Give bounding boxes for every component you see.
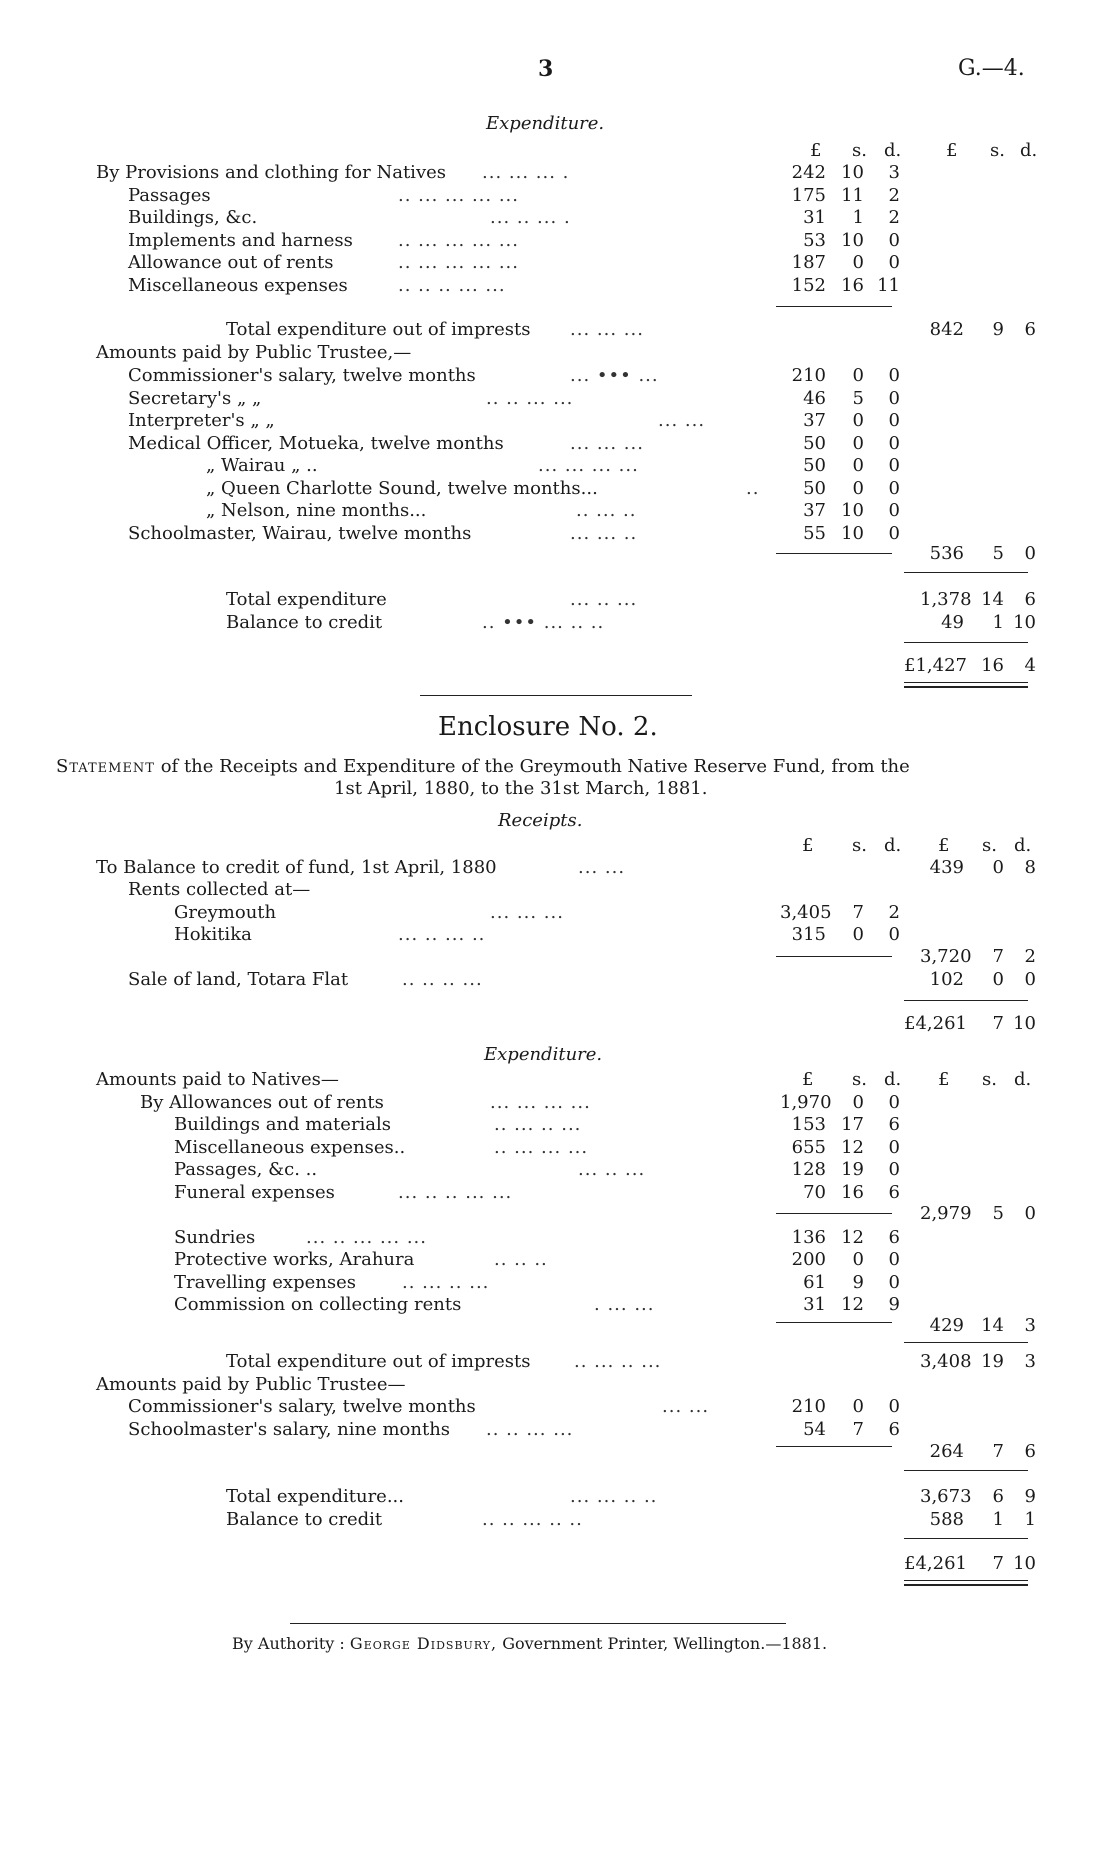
col-shillings-total: s. [990,140,1005,161]
amount-shillings: 7 [852,1419,864,1440]
amount-shillings: 0 [852,1249,864,1270]
leader-dots: ... ••• ... [570,365,659,386]
amount-pence: 10 [1013,1013,1036,1034]
amount-shillings: 16 [841,275,864,296]
leader-dots: ... ... [662,1396,710,1417]
balance-row [0,1508,1114,1532]
natives-heading-row [0,1068,1114,1092]
amount-pence: 6 [888,1227,900,1248]
leader-dots: ... .. ... [578,1159,646,1180]
amount-shillings: 1 [852,207,864,228]
item-label: Balance to credit [226,1509,383,1530]
total-imprests-row [0,318,1114,342]
amount-pence: 6 [1024,319,1036,340]
amount-pence: 1 [1024,1509,1036,1530]
amount-shillings: 0 [852,478,864,499]
amount-shillings: 10 [841,162,864,183]
amount-pounds: 152 [791,275,826,296]
amount-pounds: 655 [791,1137,826,1158]
leader-dots: .. .. .. ... ... [398,275,506,296]
item-label: Interpreter's „ „ [128,410,275,431]
total-rule [904,642,1028,643]
amount-pounds: £4,261 [904,1013,967,1034]
grand-total-row [0,654,1114,678]
amount-pounds: 31 [803,207,826,228]
amount-pounds: 187 [791,252,826,273]
leader-dots: .. ... ... ... ... [398,185,519,206]
leader-dots: .. .. ... ... [486,1419,574,1440]
item-label: Commissioner's salary, twelve months [128,1396,476,1417]
amount-shillings: 9 [992,319,1004,340]
amount-pounds: 315 [791,924,826,945]
leader-dots: ... .. .. ... ... [398,1182,513,1203]
amount-pence: 2 [888,207,900,228]
amount-shillings: 14 [981,1315,1004,1336]
amount-pence: 0 [888,410,900,431]
list-item [0,1395,1114,1419]
col-pence: d. [884,140,902,161]
amount-pounds: 1,378 [920,589,972,610]
leader-dots: .. ... .. ... [574,1351,662,1372]
amount-shillings: 0 [852,252,864,273]
list-item [0,1136,1114,1160]
item-label: Greymouth [174,902,277,923]
leader-dots: .. ... ... ... ... [398,230,519,251]
amount-pence: 6 [888,1114,900,1135]
list-item [0,184,1114,208]
list-item [0,1158,1114,1182]
col-pounds: £ [802,835,814,856]
list-item [0,499,1114,523]
amount-pence: 6 [888,1182,900,1203]
col-pounds-total: £ [946,140,958,161]
amount-pence: 4 [1024,655,1036,676]
col-shillings-total: s. [982,1069,997,1090]
item-label: Schoolmaster's salary, nine months [128,1419,451,1440]
item-label: Schoolmaster, Wairau, twelve months [128,523,472,544]
total-rule [904,1470,1028,1471]
amount-shillings: 14 [981,589,1004,610]
rents-heading [0,878,1114,902]
amount-pounds: 200 [791,1249,826,1270]
leader-dots: .. ... .. ... [494,1114,582,1135]
item-label: Sale of land, Totara Flat [128,969,349,990]
col-pounds-total: £ [938,1069,950,1090]
item-label: „ Queen Charlotte Sound, twelve months... [206,478,598,499]
amount-pounds: 37 [803,500,826,521]
amount-pounds: 31 [803,1294,826,1315]
leader-dots: ... .. ... [570,589,638,610]
trustee-total-row [0,1440,1114,1464]
col-pounds-total: £ [938,835,950,856]
amount-shillings: 0 [992,857,1004,878]
amount-shillings: 11 [841,185,864,206]
statement-line-2: 1st April, 1880, to the 31st March, 1881. [334,778,708,799]
col-pence-total: d. [1014,1069,1032,1090]
amount-pounds: 3,673 [920,1486,972,1507]
amount-pence: 0 [888,365,900,386]
amount-pounds: 49 [941,612,964,633]
amount-pounds: 37 [803,410,826,431]
amount-pounds: 3,720 [920,946,972,967]
leader-dots: ... .. ... . [490,207,571,228]
item-label: Miscellaneous expenses [128,275,348,296]
item-label: Hokitika [174,924,252,945]
amount-pounds: 3,408 [920,1351,972,1372]
amount-pence: 0 [888,252,900,273]
leader-dots: .. ... .. [576,500,637,521]
item-label: Buildings and materials [174,1114,392,1135]
item-label: Total expenditure [226,589,387,610]
document-reference: G.—4. [958,56,1025,81]
amount-pounds: 2,979 [920,1203,972,1224]
item-label: Balance to credit [226,612,383,633]
amount-pence: 2 [888,902,900,923]
amount-shillings: 7 [852,902,864,923]
amount-pence: 2 [1024,946,1036,967]
amount-shillings: 12 [841,1227,864,1248]
total-expenditure-row [0,1485,1114,1509]
item-label: Total expenditure out of imprests [226,1351,531,1372]
amount-shillings: 0 [852,433,864,454]
section-heading: Rents collected at— [128,879,311,900]
list-item [0,387,1114,411]
section-heading: Amounts paid to Natives— [96,1069,339,1090]
amount-pounds: 128 [791,1159,826,1180]
col-pence-total: d. [1014,835,1032,856]
leader-dots: .. .. ... .. .. [482,1509,583,1530]
amount-shillings: 6 [992,1486,1004,1507]
amount-pounds: 175 [791,185,826,206]
amount-pounds: £1,427 [904,655,967,676]
item-label: Total expenditure... [226,1486,404,1507]
item-label: Commission on collecting rents [174,1294,462,1315]
list-item [0,1226,1114,1250]
amount-pounds: 70 [803,1182,826,1203]
list-item [0,1271,1114,1295]
amount-pounds: 50 [803,433,826,454]
item-label: Medical Officer, Motueka, twelve months [128,433,504,454]
balance-forward-row [0,856,1114,880]
subtotal-rule [776,306,892,307]
total-imprests-row [0,1350,1114,1374]
item-label: Secretary's „ „ [128,388,262,409]
amount-pence: 0 [888,478,900,499]
amount-shillings: 5 [852,388,864,409]
page-number: 3 [538,56,554,82]
printer-name: George Didsbury, [349,1634,498,1653]
col-shillings: s. [852,140,867,161]
leader-dots: .. ... ... ... ... [398,252,519,273]
amount-pounds: 1,970 [780,1092,832,1113]
imprint-prefix: By Authority : [232,1634,345,1653]
amount-shillings: 5 [992,1203,1004,1224]
amount-pence: 0 [888,1272,900,1293]
amount-pence: 0 [888,523,900,544]
col-pounds: £ [802,1069,814,1090]
amount-shillings: 7 [992,1013,1004,1034]
amount-pounds: 55 [803,523,826,544]
amount-shillings: 16 [841,1182,864,1203]
leader-dots: ... ... ... ... [538,455,639,476]
col-shillings-total: s. [982,835,997,856]
list-item [0,454,1114,478]
leader-dots: .. .. .. ... [402,969,483,990]
amount-shillings: 0 [852,1092,864,1113]
amount-pounds: 264 [929,1441,964,1462]
expenditure-title-2: Expenditure. [484,1044,603,1065]
item-label: Allowance out of rents [128,252,334,273]
amount-pounds: 50 [803,478,826,499]
leader-dots: ... ... ... . [482,162,570,183]
total-rule [904,1000,1028,1001]
trustee-heading-row [0,1373,1114,1397]
item-label: Implements and harness [128,230,353,251]
leader-dots: ... .. ... .. [398,924,486,945]
amount-pence: 6 [888,1419,900,1440]
balance-row [0,611,1114,635]
amount-shillings: 0 [852,455,864,476]
statement-prefix: Statement [56,756,155,777]
amount-pence: 0 [888,500,900,521]
item-label: Buildings, &c. [128,207,258,228]
amount-pence: 9 [1024,1486,1036,1507]
item-label: Passages [128,185,211,206]
col-shillings: s. [852,1069,867,1090]
total-rule [904,572,1028,573]
amount-shillings: 9 [852,1272,864,1293]
amount-pence: 0 [888,1396,900,1417]
list-item [0,274,1114,298]
natives-total-row [0,1202,1114,1226]
item-label: To Balance to credit of fund, 1st April, 1880 [96,857,497,878]
amount-shillings: 0 [852,365,864,386]
list-item [0,477,1114,501]
item-label: Travelling expenses [174,1272,356,1293]
amount-pounds: 588 [929,1509,964,1530]
amount-pence: 0 [1024,1203,1036,1224]
item-label: „ Nelson, nine months... [206,500,427,521]
col-pence-total: d. [1020,140,1038,161]
amount-shillings: 0 [852,410,864,431]
item-label: Commissioner's salary, twelve months [128,365,476,386]
leader-dots: ... ... ... [570,433,644,454]
amount-shillings: 16 [981,655,1004,676]
amount-pence: 6 [1024,1441,1036,1462]
amount-pence: 3 [1024,1351,1036,1372]
amount-shillings: 12 [841,1294,864,1315]
item-label: Passages, &c. .. [174,1159,318,1180]
statement-text: of the Receipts and Expenditure of the Greymouth Native Reserve Fund, from the [160,756,910,777]
col-pounds: £ [810,140,822,161]
leader-dots: ... ... ... ... [490,1092,591,1113]
receipts-title: Receipts. [498,810,583,831]
section-heading: Amounts paid by Public Trustee— [96,1374,406,1395]
leader-dots: .. ... ... ... [494,1137,589,1158]
amount-pence: 0 [888,433,900,454]
amount-shillings: 7 [992,1441,1004,1462]
amount-shillings: 5 [992,543,1004,564]
amount-pence: 0 [888,1092,900,1113]
list-item [0,229,1114,253]
amount-shillings: 10 [841,523,864,544]
list-item [0,1113,1114,1137]
list-item [0,1248,1114,1272]
leader-dots: .. ••• ... .. .. [482,612,605,633]
sundries-total-row [0,1314,1114,1338]
leader-dots: ... .. ... ... ... [306,1227,427,1248]
total-rule [904,1342,1028,1343]
leader-dots: ... ... [578,857,626,878]
enclosure-title: Enclosure No. 2. [438,712,658,742]
list-item [0,432,1114,456]
amount-pence: 0 [888,230,900,251]
printer-imprint [232,1634,827,1653]
amount-pence: 3 [888,162,900,183]
total-expenditure-row [0,588,1114,612]
amount-shillings: 0 [992,969,1004,990]
amount-pounds: 439 [929,857,964,878]
list-item [0,1418,1114,1442]
leader-dots: ... ... .. [570,523,638,544]
grand-total-rule [904,682,1028,688]
col-shillings: s. [852,835,867,856]
leader-dots: .. ... .. ... [402,1272,490,1293]
list-item [0,161,1114,185]
rents-total-row [0,945,1114,969]
amount-shillings: 7 [992,1553,1004,1574]
amount-pounds: 53 [803,230,826,251]
col-pence: d. [884,835,902,856]
list-item [0,251,1114,275]
sale-row [0,968,1114,992]
column-headers [0,139,1114,163]
leader-dots: .. .. ... ... [486,388,574,409]
amount-pounds: 3,405 [780,902,832,923]
imprint-suffix: Government Printer, Wellington.—1881. [502,1634,828,1653]
leader-dots: ... ... [658,410,706,431]
amount-shillings: 10 [841,230,864,251]
list-item [0,206,1114,230]
receipts-grand-total-row [0,1012,1114,1036]
amount-pounds: 429 [929,1315,964,1336]
amount-pounds: 210 [791,1396,826,1417]
amount-pence: 0 [1024,543,1036,564]
column-headers [0,834,1114,858]
amount-pounds: 210 [791,365,826,386]
list-item [0,923,1114,947]
amount-pence: 0 [1024,969,1036,990]
expenditure-title: Expenditure. [486,113,605,134]
list-item [0,364,1114,388]
amount-pounds: 242 [791,162,826,183]
amount-shillings: 17 [841,1114,864,1135]
amount-shillings: 1 [992,1509,1004,1530]
amount-pence: 10 [1013,612,1036,633]
amount-pence: 0 [888,1249,900,1270]
amount-pence: 0 [888,1159,900,1180]
item-label: By Allowances out of rents [140,1092,384,1113]
item-label: Protective works, Arahura [174,1249,415,1270]
amount-pence: 6 [1024,589,1036,610]
col-pence: d. [884,1069,902,1090]
amount-pounds: 54 [803,1419,826,1440]
item-label: „ Wairau „ .. [206,455,318,476]
leader-dots: ... ... .. .. [570,1486,658,1507]
amount-shillings: 7 [992,946,1004,967]
section-divider [420,695,692,696]
amount-pounds: 61 [803,1272,826,1293]
amount-shillings: 0 [852,1396,864,1417]
amount-pence: 0 [888,388,900,409]
item-label: Funeral expenses [174,1182,335,1203]
item-label: Sundries [174,1227,256,1248]
amount-shillings: 19 [981,1351,1004,1372]
amount-pence: 9 [888,1294,900,1315]
expenditure-grand-total-row [0,1552,1114,1576]
amount-pence: 0 [888,455,900,476]
amount-pounds: 536 [929,543,964,564]
item-label: By Provisions and clothing for Natives [96,162,446,183]
list-item [0,1091,1114,1115]
leader-dots: .. [746,478,760,499]
statement-line-1 [56,756,910,777]
leader-dots: . ... ... [594,1294,655,1315]
amount-pounds: 153 [791,1114,826,1135]
amount-pence: 10 [1013,1553,1036,1574]
amount-pence: 0 [888,1137,900,1158]
footer-divider [290,1623,786,1624]
list-item [0,901,1114,925]
amount-shillings: 0 [852,924,864,945]
amount-pounds: 136 [791,1227,826,1248]
amount-pounds: £4,261 [904,1553,967,1574]
amount-pounds: 842 [929,319,964,340]
section-heading: Amounts paid by Public Trustee,— [96,342,412,363]
item-label: Total expenditure out of imprests [226,319,531,340]
grand-total-rule [904,1580,1028,1586]
item-label: Miscellaneous expenses.. [174,1137,406,1158]
amount-pence: 3 [1024,1315,1036,1336]
amount-pence: 0 [888,924,900,945]
amount-pence: 11 [877,275,900,296]
amount-pounds: 50 [803,455,826,476]
amount-pence: 2 [888,185,900,206]
leader-dots: ... ... ... [570,319,644,340]
amount-shillings: 12 [841,1137,864,1158]
amount-shillings: 19 [841,1159,864,1180]
list-item [0,409,1114,433]
total-rule [904,1538,1028,1539]
amount-pounds: 102 [929,969,964,990]
amount-shillings: 10 [841,500,864,521]
leader-dots: .. .. .. [494,1249,548,1270]
amount-shillings: 1 [992,612,1004,633]
leader-dots: ... ... ... [490,902,564,923]
amount-pounds: 46 [803,388,826,409]
trustee-total-row [0,542,1114,566]
amount-pence: 8 [1024,857,1036,878]
trustee-heading [0,341,1114,365]
